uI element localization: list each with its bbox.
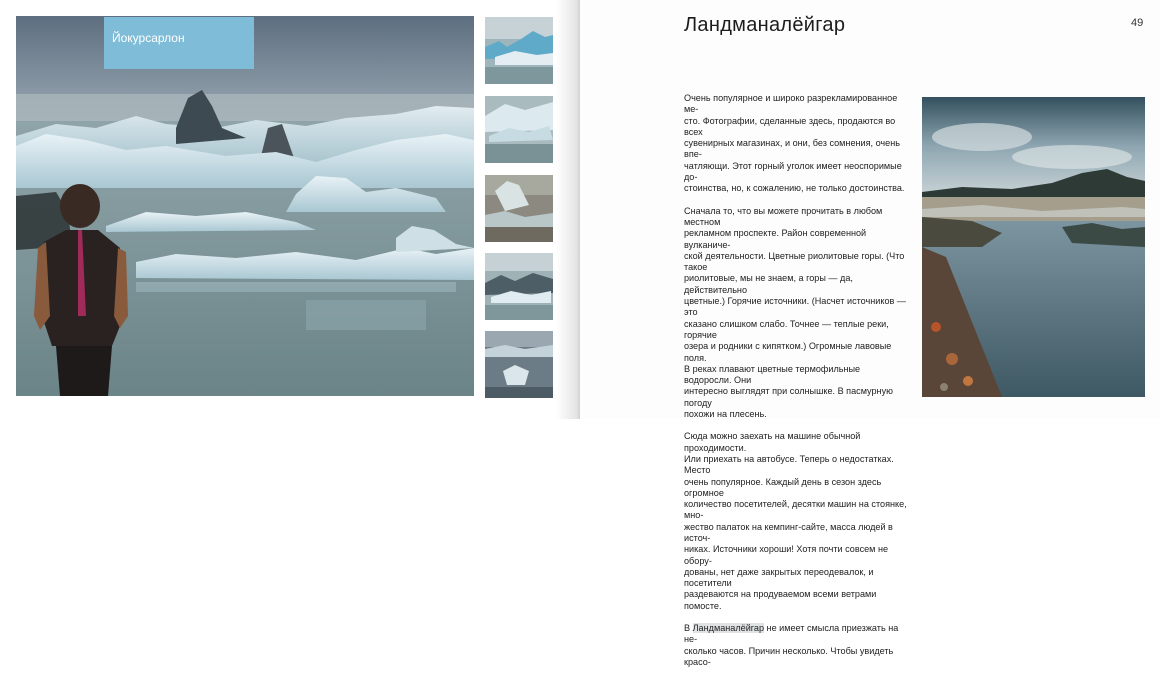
thumbnail-2[interactable] — [485, 96, 553, 163]
section-tab-label: Йокурсарлон — [112, 31, 185, 45]
landscape-photo — [922, 97, 1145, 397]
highlighted-term: Ландманалёйгар — [692, 623, 765, 634]
main-photo — [16, 16, 474, 396]
paragraph-3: Сюда можно заехать на машине обычной проходимости. Или приехать на автобусе. Теперь о недостатках. Место очень популярное. Каждый день в сезон здесь огромное количество посетителей, десятки машин на стоянке, мно- жество палаток на кемпинг-сайте, масса людей в источ- никах. Источники хороши! Хотя почти совсем не обору- дованы, нет даже закрытых переодевалок, и посетители раздеваются на продуваемом всеми ветрами помосте. — [684, 431, 907, 611]
paragraph-1: Очень популярное и широко разрекламированное ме- сто. Фотографии, сделанные здесь, продаются во всех сувенирных магазинах, и они, без сомнения, очень впе- чатляющи. Этот горный уголок имеет неоспоримые до- стоинства, но, к сожалению, не только достоинства. — [684, 93, 905, 194]
page-title: Ландманалёйгар — [684, 14, 846, 36]
page-number: 49 — [1131, 17, 1144, 29]
glacier-lagoon-illustration — [16, 16, 474, 396]
thumbnail-4[interactable] — [485, 253, 553, 320]
article-body — [684, 93, 910, 679]
thumbnail-1[interactable] — [485, 17, 553, 84]
right-page — [580, 0, 1160, 667]
section-tab — [104, 17, 254, 69]
left-page — [0, 0, 578, 419]
paragraph-4: В Ландманалёйгар не имеет смысла приезжать на не- сколько часов. Причин несколько. Чтобы увидеть красо- — [684, 623, 899, 667]
thumbnail-5[interactable] — [485, 331, 553, 398]
paragraph-2: Сначала то, что вы можете прочитать в любом местном рекламном проспекте. Район современной вулканиче- ской деятельности. Цветные риолитовые горы. (Что такое риолитовые, мы не знаем, а горы — да, действительно цветные.) Горячие источники. (Насчет источников — это сказано слишком слабо. Точнее — теплые реки, горячие озера и родники с кипятком.) Огромные лавовые поля. В реках плавают цветные термофильные водоросли. Они интересно выглядят при солнышке. В пасмурную погоду похожи на плесень. — [684, 205, 906, 420]
thumbnail-3[interactable] — [485, 175, 553, 242]
landscape-illustration — [922, 97, 1145, 397]
